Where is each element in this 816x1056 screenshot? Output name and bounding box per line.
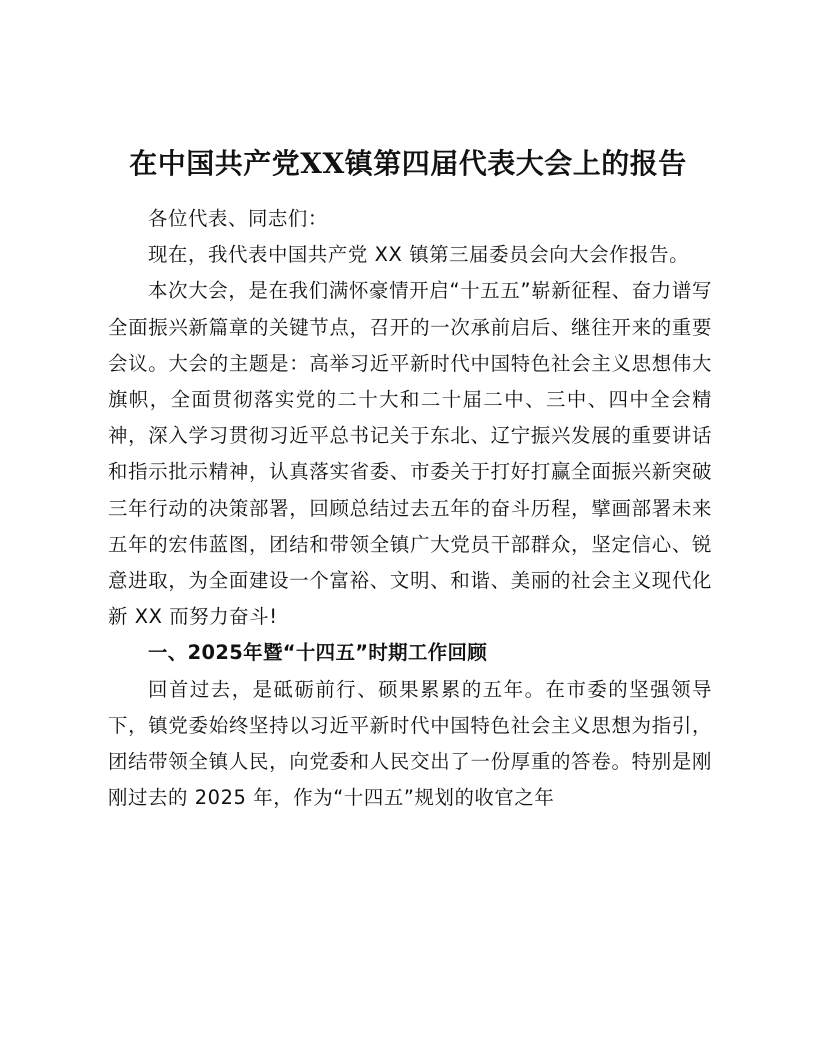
paragraph-intro: 现在，我代表中国共产党 XX 镇第三届委员会向大会作报告。 [148, 243, 690, 267]
section-heading: 一、2025年暨“十四五”时期工作回顾 [148, 641, 488, 665]
salutation: 各位代表、同志们： [148, 207, 328, 230]
document-body [108, 201, 712, 816]
document-title: 在中国共产党XX镇第四届代表大会上的报告 [129, 147, 687, 180]
paragraph-review: 回首过去，是砥砺前行、硕果累累的五年。在市委的坚强领导下，镇党委始终坚持以习近平新时代中国特色社会主义思想为指引，团结带领全镇人民，向党委和人民交出了一份厚重的答卷。特别是刚刚过去的 2025 年，作为“十四五”规划的收官之年 [108, 677, 712, 810]
paragraph-theme: 本次大会，是在我们满怀豪情开启“十五五”崭新征程、奋力谱写全面振兴新篇章的关键节点，召开的一次承前启后、继往开来的重要会议。大会的主题是：高举习近平新时代中国特色社会主义思想伟大旗帜，全面贯彻落实党的二十大和二十届二中、三中、四中全会精神，深入学习贯彻习近平总书记关于东北、辽宁振兴发展的重要讲话和指示批示精神，认真落实省委、市委关于打好打赢全面振兴新突破三年行动的决策部署，回顾总结过去五年的奋斗历程，擘画部署未来五年的宏伟蓝图，团结和带领全镇广大党员干部群众，坚定信心、锐意进取，为全面建设一个富裕、文明、和谐、美丽的社会主义现代化新 XX 而努力奋斗! [108, 279, 712, 629]
